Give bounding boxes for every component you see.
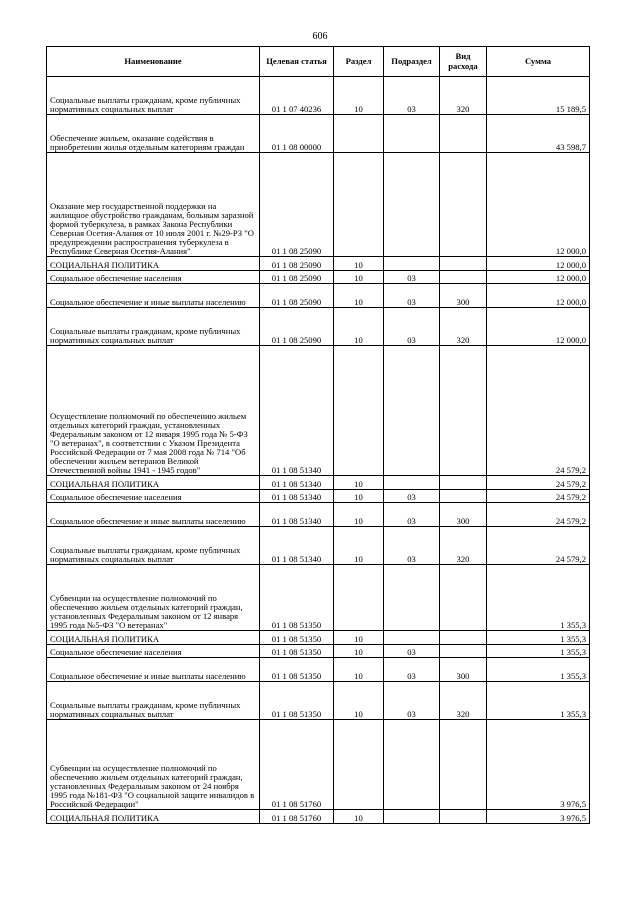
cell-subsection: 03 <box>384 658 440 682</box>
cell-expense-type <box>440 271 487 284</box>
cell-name: Субвенции на осуществление полномочий по обеспечению жильем отдельных категорий граждан, установленных Федеральным законом от 24 ноября 1995 года №181-ФЗ "О социальной защите инвалидов в Российской Федерации" <box>47 720 260 810</box>
cell-section <box>334 565 384 631</box>
cell-subsection: 03 <box>384 77 440 115</box>
page-number: 606 <box>312 31 328 42</box>
cell-article: 01 1 08 51350 <box>260 645 334 658</box>
table-row <box>47 271 590 284</box>
cell-article: 01 1 08 00000 <box>260 115 334 153</box>
cell-section: 10 <box>334 476 384 490</box>
cell-name: СОЦИАЛЬНАЯ ПОЛИТИКА <box>47 476 260 490</box>
cell-section: 10 <box>334 645 384 658</box>
cell-expense-type <box>440 631 487 645</box>
header-subsection: Подраздел <box>384 47 440 77</box>
table-row <box>47 720 590 810</box>
cell-subsection <box>384 346 440 476</box>
cell-article: 01 1 08 25090 <box>260 153 334 257</box>
cell-name: Социальное обеспечение населения <box>47 645 260 658</box>
cell-name: Оказание мер государственной поддержки на жилищное обустройство гражданам, больным заразной формой туберкулеза, в рамках Закона Республики Северная Осетия-Алания от 10 июля 2001 г. №29-РЗ "О предупреждении распространения туберкулеза в Республике Северная Осетия-Алания" <box>47 153 260 257</box>
cell-article: 01 1 08 25090 <box>260 284 334 308</box>
cell-name: Социальные выплаты гражданам, кроме публичных нормативных социальных выплат <box>47 308 260 346</box>
table-header-row <box>47 47 590 77</box>
cell-name: Субвенции на осуществление полномочий по обеспечению жильем отдельных категорий граждан, установленных Федеральным законом от 12 января 1995 года №5-ФЗ "О ветеранах" <box>47 565 260 631</box>
cell-expense-type: 320 <box>440 682 487 720</box>
cell-name: СОЦИАЛЬНАЯ ПОЛИТИКА <box>47 810 260 824</box>
cell-amount: 12 000,0 <box>487 153 590 257</box>
cell-name: Обеспечение жильем, оказание содействия в приобретении жилья отдельным категориям граждан <box>47 115 260 153</box>
cell-article: 01 1 08 25090 <box>260 257 334 271</box>
cell-section: 10 <box>334 77 384 115</box>
cell-expense-type <box>440 720 487 810</box>
cell-amount: 1 355,3 <box>487 682 590 720</box>
table-row <box>47 645 590 658</box>
cell-amount: 24 579,2 <box>487 503 590 527</box>
cell-subsection <box>384 476 440 490</box>
cell-subsection: 03 <box>384 308 440 346</box>
table-row <box>47 153 590 257</box>
cell-section <box>334 720 384 810</box>
table-row <box>47 284 590 308</box>
cell-subsection: 03 <box>384 490 440 503</box>
cell-amount: 24 579,2 <box>487 346 590 476</box>
cell-article: 01 1 08 51340 <box>260 346 334 476</box>
cell-name: Социальное обеспечение и иные выплаты населению <box>47 503 260 527</box>
cell-amount: 1 355,3 <box>487 565 590 631</box>
cell-expense-type <box>440 490 487 503</box>
cell-subsection <box>384 153 440 257</box>
cell-expense-type <box>440 257 487 271</box>
cell-expense-type: 300 <box>440 658 487 682</box>
cell-name: Социальные выплаты гражданам, кроме публичных нормативных социальных выплат <box>47 682 260 720</box>
cell-section: 10 <box>334 257 384 271</box>
cell-name: Социальное обеспечение населения <box>47 490 260 503</box>
cell-subsection: 03 <box>384 682 440 720</box>
cell-amount: 1 355,3 <box>487 631 590 645</box>
cell-article: 01 1 08 51760 <box>260 720 334 810</box>
cell-expense-type <box>440 565 487 631</box>
table-row <box>47 631 590 645</box>
cell-amount: 24 579,2 <box>487 490 590 503</box>
cell-subsection: 03 <box>384 527 440 565</box>
cell-article: 01 1 07 40236 <box>260 77 334 115</box>
cell-name: Социальное обеспечение и иные выплаты населению <box>47 658 260 682</box>
table-row <box>47 346 590 476</box>
cell-section: 10 <box>334 810 384 824</box>
cell-article: 01 1 08 51350 <box>260 682 334 720</box>
cell-amount: 15 189,5 <box>487 77 590 115</box>
cell-section: 10 <box>334 682 384 720</box>
table-row <box>47 476 590 490</box>
header-article: Целевая статья <box>260 47 334 77</box>
cell-expense-type <box>440 645 487 658</box>
cell-article: 01 1 08 51340 <box>260 476 334 490</box>
cell-section: 10 <box>334 527 384 565</box>
cell-amount: 12 000,0 <box>487 257 590 271</box>
cell-name: Социальное обеспечение населения <box>47 271 260 284</box>
cell-article: 01 1 08 51350 <box>260 565 334 631</box>
cell-article: 01 1 08 51340 <box>260 527 334 565</box>
cell-section: 10 <box>334 490 384 503</box>
cell-subsection <box>384 631 440 645</box>
cell-subsection <box>384 257 440 271</box>
cell-subsection <box>384 115 440 153</box>
table-row <box>47 308 590 346</box>
cell-section: 10 <box>334 308 384 346</box>
cell-amount: 3 976,5 <box>487 720 590 810</box>
cell-amount: 12 000,0 <box>487 284 590 308</box>
table-row <box>47 527 590 565</box>
cell-amount: 3 976,5 <box>487 810 590 824</box>
cell-expense-type: 300 <box>440 284 487 308</box>
cell-section: 10 <box>334 658 384 682</box>
cell-name: Социальные выплаты гражданам, кроме публичных нормативных социальных выплат <box>47 527 260 565</box>
cell-article: 01 1 08 25090 <box>260 308 334 346</box>
cell-subsection <box>384 565 440 631</box>
header-name: Наименование <box>47 47 260 77</box>
table-body <box>47 77 590 824</box>
cell-section: 10 <box>334 271 384 284</box>
cell-article: 01 1 08 51340 <box>260 503 334 527</box>
cell-amount: 1 355,3 <box>487 658 590 682</box>
cell-section: 10 <box>334 631 384 645</box>
table-row <box>47 682 590 720</box>
cell-expense-type: 320 <box>440 308 487 346</box>
cell-subsection: 03 <box>384 284 440 308</box>
table-row <box>47 565 590 631</box>
cell-amount: 12 000,0 <box>487 308 590 346</box>
cell-name: Социальные выплаты гражданам, кроме публичных нормативных социальных выплат <box>47 77 260 115</box>
header-amount: Сумма <box>487 47 590 77</box>
cell-section <box>334 153 384 257</box>
cell-subsection: 03 <box>384 271 440 284</box>
cell-section: 10 <box>334 284 384 308</box>
cell-name: Осуществление полномочий по обеспечению жильем отдельных категорий граждан, установленных Федеральным законом от 12 января 1995 года № 5-ФЗ "О ветеранах", в соответствии с Указом Президента Российской Федерации от 7 мая 2008 года № 714 "Об обеспечении жильем ветеранов Великой Отечественной войны 1941 - 1945 годов" <box>47 346 260 476</box>
cell-section <box>334 115 384 153</box>
table-row <box>47 77 590 115</box>
cell-expense-type <box>440 810 487 824</box>
cell-expense-type <box>440 476 487 490</box>
cell-expense-type: 320 <box>440 77 487 115</box>
cell-amount: 1 355,3 <box>487 645 590 658</box>
cell-name: Социальное обеспечение и иные выплаты населению <box>47 284 260 308</box>
cell-expense-type <box>440 346 487 476</box>
cell-expense-type <box>440 115 487 153</box>
cell-expense-type: 320 <box>440 527 487 565</box>
cell-expense-type <box>440 153 487 257</box>
cell-amount: 24 579,2 <box>487 527 590 565</box>
cell-section <box>334 346 384 476</box>
cell-name: СОЦИАЛЬНАЯ ПОЛИТИКА <box>47 631 260 645</box>
cell-article: 01 1 08 51340 <box>260 490 334 503</box>
cell-article: 01 1 08 51350 <box>260 631 334 645</box>
table-row <box>47 658 590 682</box>
cell-subsection: 03 <box>384 503 440 527</box>
header-section: Раздел <box>334 47 384 77</box>
budget-table <box>46 46 590 824</box>
table-row <box>47 503 590 527</box>
cell-amount: 24 579,2 <box>487 476 590 490</box>
cell-article: 01 1 08 51760 <box>260 810 334 824</box>
cell-amount: 43 598,7 <box>487 115 590 153</box>
table-row <box>47 257 590 271</box>
table-row <box>47 810 590 824</box>
cell-article: 01 1 08 25090 <box>260 271 334 284</box>
cell-subsection <box>384 810 440 824</box>
table-row <box>47 490 590 503</box>
cell-amount: 12 000,0 <box>487 271 590 284</box>
cell-article: 01 1 08 51350 <box>260 658 334 682</box>
cell-subsection <box>384 720 440 810</box>
header-expense-type: Вид расхода <box>440 47 487 77</box>
cell-expense-type: 300 <box>440 503 487 527</box>
cell-section: 10 <box>334 503 384 527</box>
table-row <box>47 115 590 153</box>
cell-subsection: 03 <box>384 645 440 658</box>
cell-name: СОЦИАЛЬНАЯ ПОЛИТИКА <box>47 257 260 271</box>
